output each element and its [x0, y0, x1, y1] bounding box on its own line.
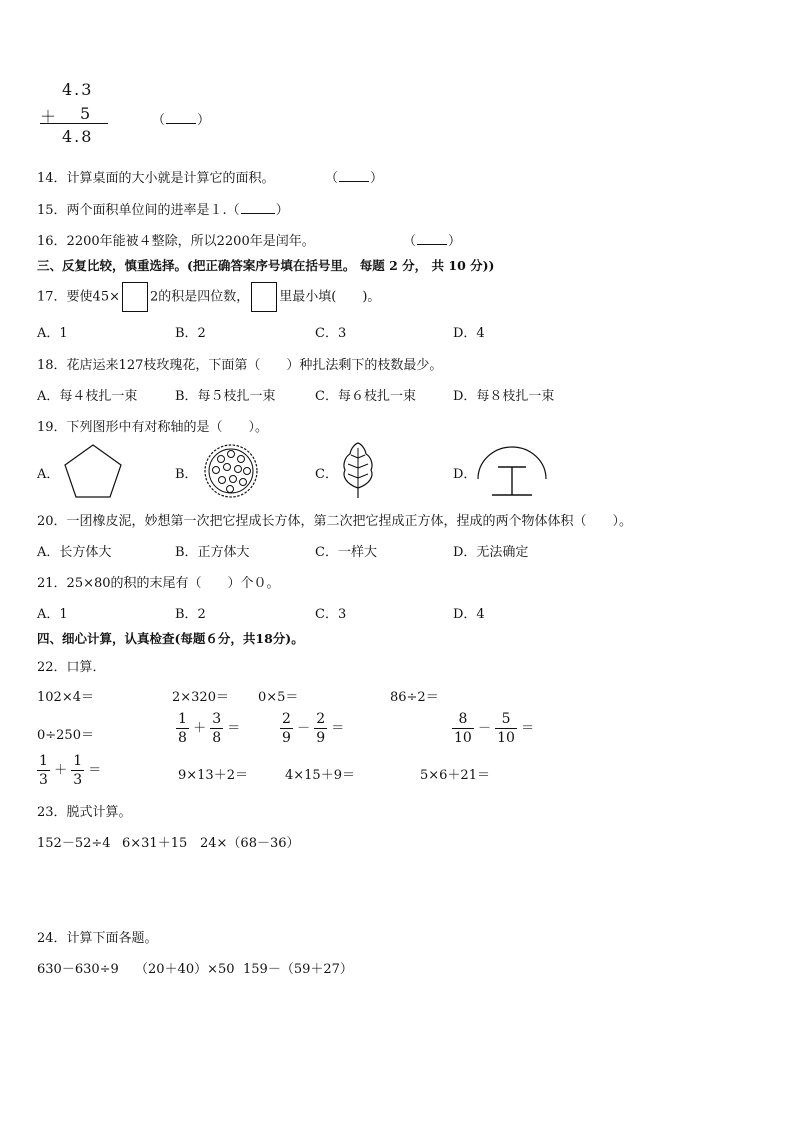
oral-item: 4×15＋9＝ — [285, 768, 355, 783]
option-c[interactable]: C．3 — [315, 607, 347, 622]
vertical-answer: （ ） — [152, 113, 211, 128]
question-22-title: 22．口算． — [37, 660, 106, 675]
vertical-top: 4.3 — [62, 80, 94, 99]
option-d[interactable]: D．4 — [453, 607, 485, 622]
digit-box[interactable] — [251, 282, 277, 312]
oral-item: 86÷2＝ — [390, 690, 439, 705]
option-b[interactable]: B．正方体大 — [175, 545, 250, 560]
question-14-answer: （ ） — [325, 171, 384, 186]
question-24-title: 24．计算下面各题。 — [37, 931, 158, 946]
vertical-addend: 5 — [80, 104, 93, 123]
answer-blank[interactable] — [417, 232, 447, 245]
option-b[interactable]: B．2 — [175, 607, 206, 622]
option-b[interactable]: B．每５枝扎一束 — [175, 389, 276, 404]
vertical-plus: ＋ — [40, 107, 59, 126]
option-c[interactable]: C．一样大 — [315, 545, 377, 560]
oral-item: 0÷250＝ — [37, 728, 94, 743]
option-a[interactable]: A．长方体大 — [37, 545, 112, 560]
calc-item: 152－52÷4 — [37, 836, 111, 851]
option-c[interactable]: C． — [315, 467, 338, 482]
question-19: 19．下列图形中有对称轴的是（ ）。 — [37, 420, 269, 435]
oral-item: 2×320＝ — [172, 690, 229, 705]
option-a[interactable]: A． — [37, 467, 60, 482]
option-b[interactable]: B．2 — [175, 326, 206, 341]
question-23-title: 23．脱式计算。 — [37, 805, 132, 820]
oral-item: 0×5＝ — [258, 690, 299, 705]
question-15: 15．两个面积单位间的进率是１.（ ） — [37, 203, 289, 218]
question-21: 21．25×80的积的末尾有（ ）个０。 — [37, 576, 280, 591]
answer-blank[interactable] — [241, 201, 275, 214]
oral-item: 5×6＋21＝ — [420, 768, 490, 783]
option-c[interactable]: C．3 — [315, 326, 347, 341]
leaf-figure — [340, 442, 376, 500]
question-14: 14．计算桌面的大小就是计算它的面积。 — [37, 171, 275, 186]
section-3-heading: 三、反复比较，慎重选择。(把正确答案序号填在括号里。 每题 2 分， 共 10 分)) — [37, 258, 495, 273]
fraction-expression: $\frac{1}{3}$ ＋ $\frac{1}{3}$ ＝ — [39, 753, 102, 788]
answer-blank[interactable] — [166, 111, 196, 124]
option-a[interactable]: A．1 — [37, 326, 68, 341]
option-d[interactable]: D． — [453, 467, 477, 482]
question-18: 18．花店运来127枝玫瑰花，下面第（ ）种扎法剩下的枝数最少。 — [37, 358, 443, 373]
calc-item: 159－（59＋27） — [243, 962, 353, 977]
question-20: 20．一团橡皮泥，妙想第一次把它捏成长方体，第二次把它捏成正方体，捏成的两个物体体积（ ）。 — [37, 514, 633, 529]
option-a[interactable]: A．每４枝扎一束 — [37, 389, 138, 404]
oral-item: 9×13＋2＝ — [178, 768, 248, 783]
option-c[interactable]: C．每６枝扎一束 — [315, 389, 416, 404]
option-a[interactable]: A．1 — [37, 607, 68, 622]
section-4-heading: 四、细心计算，认真检查(每题６分，共18分)。 — [37, 631, 304, 646]
fraction-expression: $\frac{1}{8}$ ＋ $\frac{3}{8}$ ＝ — [178, 711, 241, 746]
question-16-answer: （ ） — [403, 234, 462, 249]
oral-item: 102×4＝ — [37, 690, 94, 705]
digit-box[interactable] — [122, 282, 148, 312]
option-d[interactable]: D．无法确定 — [453, 545, 529, 560]
calc-item: （20＋40）×50 — [135, 962, 235, 977]
arch-figure — [476, 445, 548, 499]
question-16: 16．2200年能被４整除，所以2200年是闰年。 — [37, 234, 315, 249]
option-b[interactable]: B． — [175, 467, 198, 482]
vertical-result: 4.8 — [62, 127, 94, 146]
calc-item: 24×（68－36） — [200, 836, 300, 851]
pentagon-figure — [62, 443, 124, 499]
option-d[interactable]: D．4 — [453, 326, 485, 341]
question-17: 17．要使45× 2的积是四位数， 里最小填( )。 — [37, 282, 380, 312]
option-d[interactable]: D．每８枝扎一束 — [453, 389, 555, 404]
calc-item: 6×31＋15 — [122, 836, 188, 851]
vertical-line — [40, 123, 108, 124]
fraction-expression: $\frac{2}{9}$ － $\frac{2}{9}$ ＝ — [282, 711, 345, 746]
fraction-expression: $\frac{8}{10}$ － $\frac{5}{10}$ ＝ — [454, 711, 535, 746]
answer-blank[interactable] — [339, 169, 369, 182]
calc-item: 630－630÷9 — [37, 962, 119, 977]
cookie-figure — [202, 442, 260, 500]
